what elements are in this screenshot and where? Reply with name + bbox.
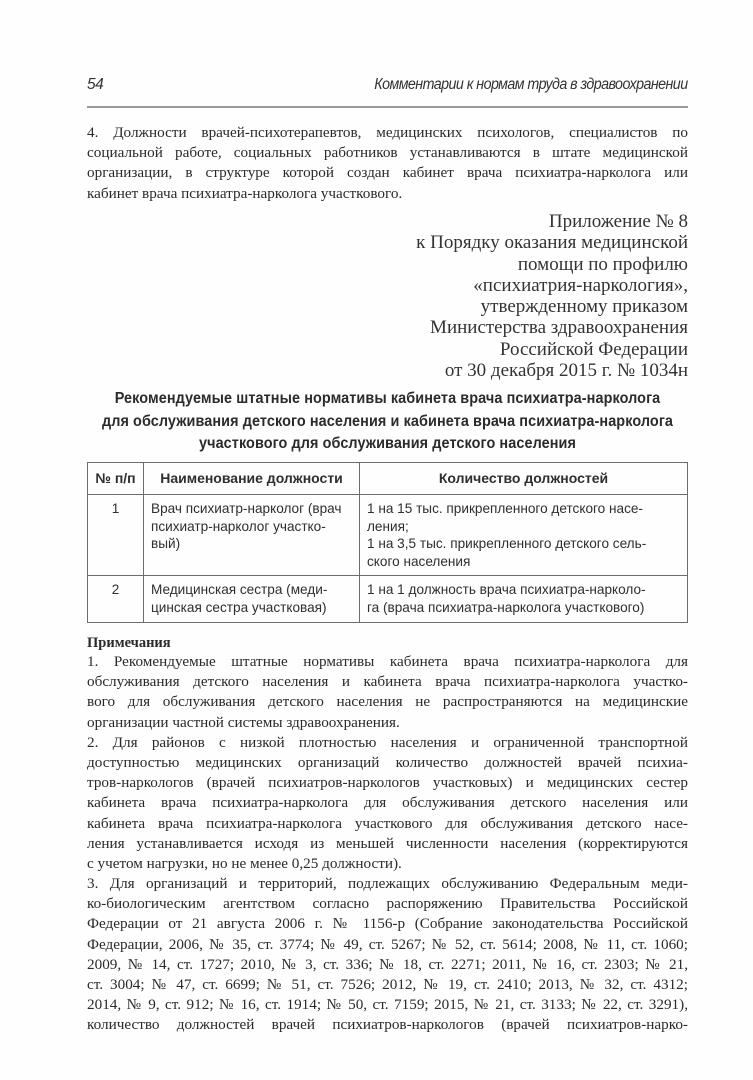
staffing-table <box>87 462 688 623</box>
page-number: 54 <box>87 76 104 93</box>
appendix-line: утвержденному приказом <box>480 296 688 318</box>
paragraph-4 <box>87 123 688 204</box>
appendix-line: Приложение № 8 <box>548 211 688 232</box>
appendix-line: к Порядку оказания медицинской <box>416 232 688 254</box>
note-item-3: 3. Для организаций и территорий, подлежащих обслуживанию Федеральным меди- ко-биологическим агентством согласно распоряжению Правительства Российской Федерации от 21 августа 2006 г. № 1156-р (Собрание законодательства Российской Федерации, 2006, № 35, ст. 3774; № 49, ст. 5267; № 52, ст. 5614; 2008, № 11, ст. 1060; 2009, № 14, ст. 1727; 2010, № 3, ст. 336; № 18, ст. 2271; 2011, № 16, ст. 2303; № 21, ст. 3004; № 47, ст. 6699; № 51, ст. 7526; 2012, № 19, ст. 2410; 2013, № 32, ст. 4312; 2014, № 9, ст. 912; № 16, ст. 1914; № 50, ст. 7159; 2015, № 21, ст. 3133; № 22, ст. 3291), количество должностей врачей психиатров-наркологов (врачей психиатров-нарко- <box>87 875 688 1034</box>
running-title: Комментарии к нормам труда в здравоохранении <box>374 76 688 93</box>
table-title: Рекомендуемые штатные нормативы кабинета врача психиатра-нарколога для обслуживания детского населения и кабинета врача психиатра-нарколога участкового для обслуживания детского населения <box>101 390 674 452</box>
column-header-number: № п/п <box>88 463 144 495</box>
appendix-line: помощи по профилю <box>517 253 688 275</box>
header-divider <box>87 106 688 108</box>
column-header-quantity: Количество должностей <box>360 463 688 495</box>
position-cell: Медицинская сестра (меди- цинская сестра участковая) <box>144 576 360 622</box>
note-item-2: 2. Для районов с низкой плотностью населения и ограниченной транспортной доступностью медицинских организаций количество должностей врачей психиа- тров-наркологов (врачей психиатров-наркологов участковых) и медицинских сестер кабинета врача психиатра-нарколога для обслуживания детского населения или кабинета врача психиатра-нарколога участкового для обслуживания детского насе- ления устанавливается исходя из меньшей численности населения (корректируются с учетом нагрузки, но не менее 0,25 должности). <box>87 733 688 872</box>
appendix-reference <box>416 211 688 381</box>
appendix-line: от 30 декабря 2015 г. № 1034н <box>444 360 688 382</box>
notes-title: Примечания <box>87 635 171 651</box>
row-number: 2 <box>88 576 144 622</box>
quantity-cell: 1 на 1 должность врача психиатра-нарколо- га (врача психиатра-нарколога участкового) <box>360 576 688 622</box>
position-cell: Врач психиатр-нарколог (врач психиатр-нарколог участко- вый) <box>144 495 360 576</box>
appendix-line: Министерства здравоохранения <box>430 317 688 339</box>
paragraph-line: 4. Должности врачей-психотерапевтов, медицинских психологов, специалистов по социальной работе, социальных работников устанавливаются в штате медицинской организации, в структуре которой создан кабинет врача психиатра-нарколога или кабинет врача психиатра-нарколога участкового. <box>87 124 688 202</box>
appendix-line: Российской Федерации <box>499 338 688 360</box>
running-header <box>87 76 688 98</box>
table-header-row <box>88 463 688 495</box>
table-row <box>88 576 688 622</box>
note-item-1: 1. Рекомендуемые штатные нормативы кабинета врача психиатра-нарколога для обслуживания детского населения и кабинета врача психиатра-нарколога участко- вого для обслуживания детского населения не распространяются на медицинские организации частной системы здравоохранения. <box>87 653 688 731</box>
notes-section <box>87 634 688 1036</box>
appendix-line: «психиатрия-наркология», <box>473 274 688 296</box>
quantity-cell: 1 на 15 тыс. прикрепленного детского насе- ления; 1 на 3,5 тыс. прикрепленного детского сель- ского населения <box>360 495 688 576</box>
row-number: 1 <box>88 495 144 576</box>
table-row <box>88 495 688 576</box>
column-header-position: Наименование должности <box>144 463 360 495</box>
